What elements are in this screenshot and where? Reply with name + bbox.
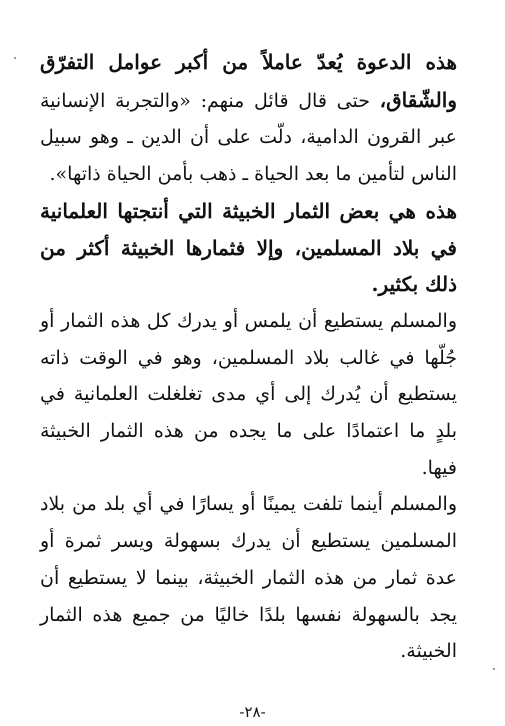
paragraph-1-quote: حتى قال قائل منهم: «والتجربة الإنسانية عبر القرون الدامية، دلّت على أن الدين ـ وهو سبيل الناس لتأمين ما بعد الحياة ـ ذهب بأمن الحياة ذاتها». [40, 89, 457, 186]
page-number: -٢٨- [239, 703, 266, 721]
scan-speck [14, 57, 16, 59]
paragraph-1 [40, 44, 457, 193]
body-text [40, 44, 457, 670]
scan-speck [493, 668, 495, 670]
paragraph-3: والمسلم يستطيع أن يلمس أو يدرك كل هذه الثمار أو جُلّها في غالب بلاد المسلمين، وهو في الوقت ذاته يستطيع أن يُدرك إلى أي مدى تغلغلت العلمانية في بلدٍ ما اعتمادًا على ما يجده من هذه الثمار الخبيثة فيها. [40, 309, 457, 479]
paragraph-1-bold-lead: هذه الدعوة يُعدّ عاملاً من أكبر عوامل التفرّق والشّقاق، [40, 50, 457, 112]
paragraph-2-bold: هذه هي بعض الثمار الخبيثة التي أنتجتها العلمانية في بلاد المسلمين، وإلا فثمارها الخبيثة أكثر من ذلك بكثير. [40, 198, 457, 297]
paragraph-4: والمسلم أينما تلفت يمينًا أو يسارًا في أي بلد من بلاد المسلمين يستطيع أن يدرك بسهولة ويسر ثمرة أو عدة ثمار من هذه الثمار الخبيثة، بينما لا يستطيع أن يجد بالسهولة نفسها بلدًا خاليًا من جميع هذه الثمار الخبيثة. [40, 493, 457, 663]
